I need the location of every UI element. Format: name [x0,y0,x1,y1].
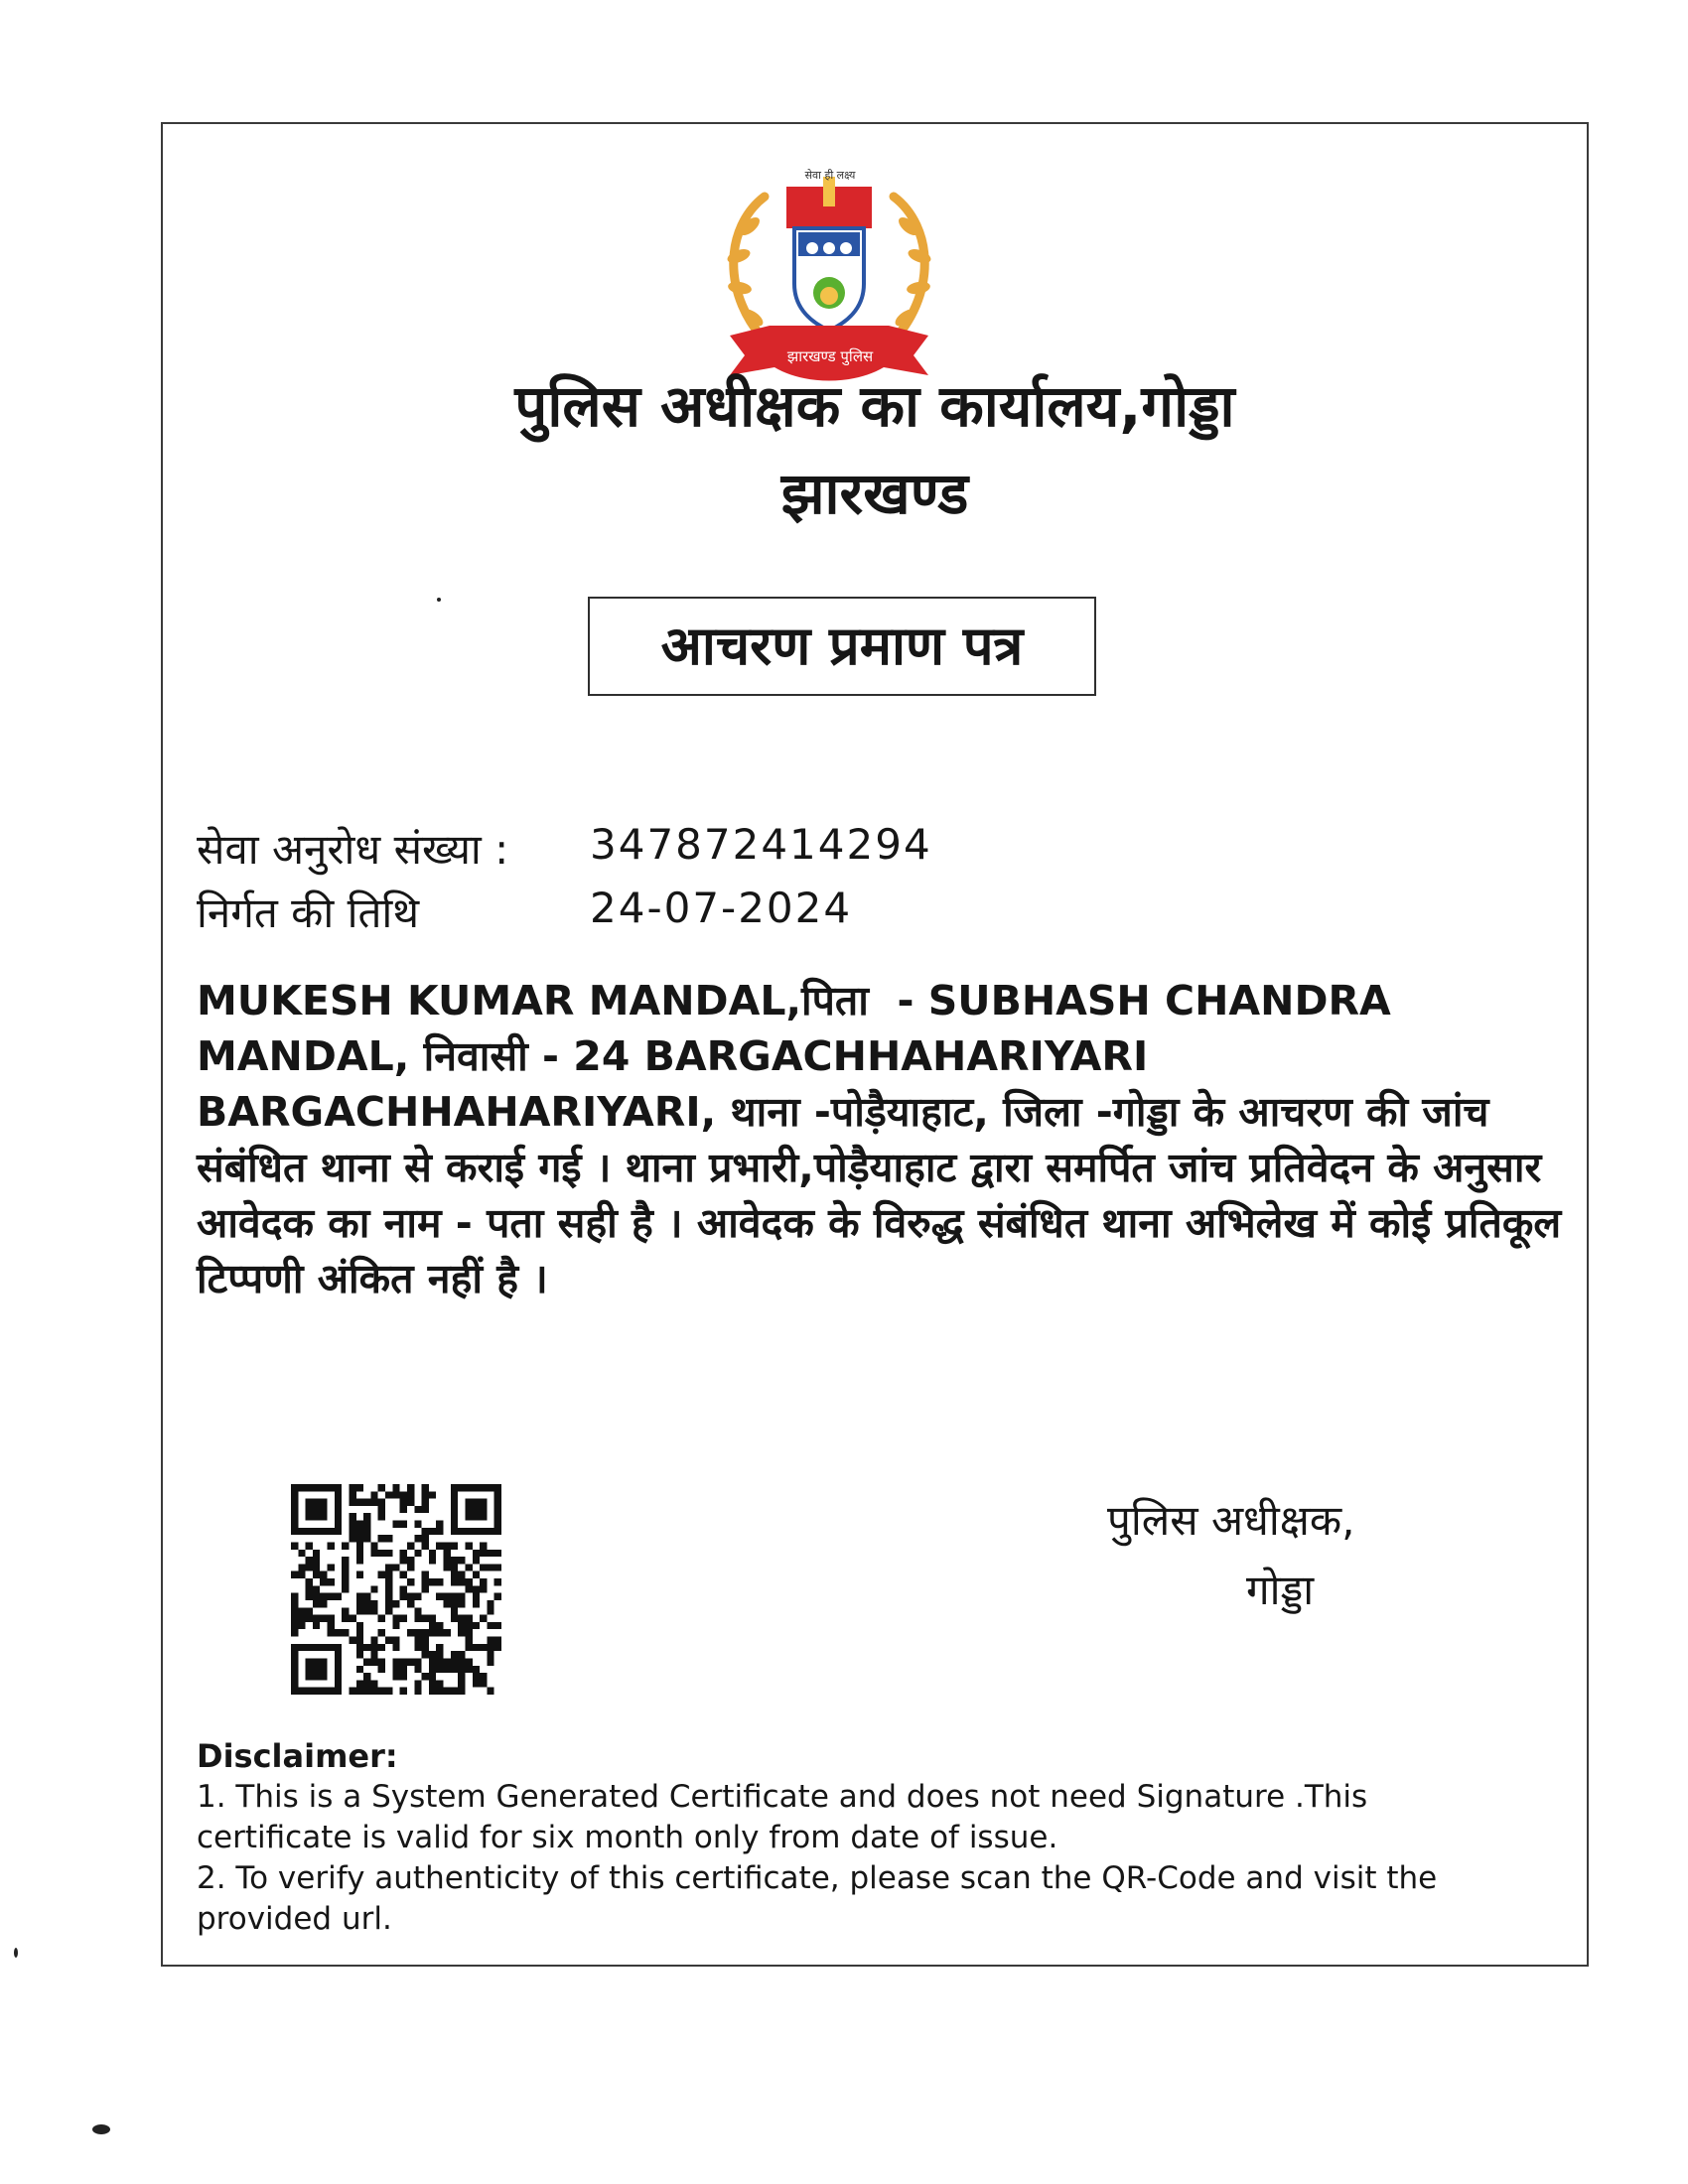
applicant-address: - 24 BARGACHHAHARIYARI BARGACHHAHARIYARI, [197,1032,1149,1136]
office-title: पुलिस अधीक्षक का कार्यालय,गोड्डा [514,372,1235,440]
scan-speck [14,1948,18,1958]
resident-label: निवासी [423,1032,528,1080]
applicant-name: MUKESH KUMAR MANDAL, [197,977,802,1024]
svg-text:सेवा ही लक्ष्य: सेवा ही लक्ष्य [804,169,856,182]
request-number-label: सेवा अनुरोध संख्या : [197,825,509,874]
jharkhand-police-emblem [695,157,963,395]
verification-text: थाना -पोड़ैयाहाट, जिला -गोड्डा के आचरण की जांच संबंधित थाना से कराई गई । थाना प्रभारी,पोड़ैयाहाट द्वारा समर्पित जांच प्रतिवेदन के अनुसार आवेदक का नाम - पता सही है । आवेदक के विरुद्ध संबंधित थाना अभिलेख में कोई प्रतिकूल टिप्पणी अंकित नहीं है । [197,1088,1562,1302]
father-label: पिता [801,977,869,1024]
svg-text:झारखण्ड पुलिस: झारखण्ड पुलिस [786,347,874,365]
disclaimer-item-1: 1. This is a System Generated Certificate and does not need Signature .This certificate is valid for six month only from date of issue. [197,1779,1368,1855]
disclaimer-item-2: 2. To verify authenticity of this certificate, please scan the QR-Code and visit the provided url. [197,1860,1438,1937]
scan-speck [92,2124,110,2134]
request-number-row [197,820,932,877]
signatory-designation: पुलिस अधीक्षक, [1107,1496,1355,1545]
request-number-value: 347872414294 [590,820,932,869]
qr-code[interactable] [291,1484,501,1695]
issue-date-label: निर्गत की तिथि [197,888,420,937]
issue-date-row [197,884,853,940]
certificate-body [197,973,1567,1306]
certificate-title: आचरण प्रमाण पत्र [588,597,1096,696]
disclaimer-title: Disclaimer: [197,1737,398,1775]
scan-speck [437,598,441,602]
signatory-district: गोड्डा [1246,1566,1315,1614]
issue-date-value: 24-07-2024 [590,884,853,932]
state-title: झारखण्ड [780,460,969,527]
father-name: - SUBHASH CHANDRA MANDAL, [197,977,1391,1080]
